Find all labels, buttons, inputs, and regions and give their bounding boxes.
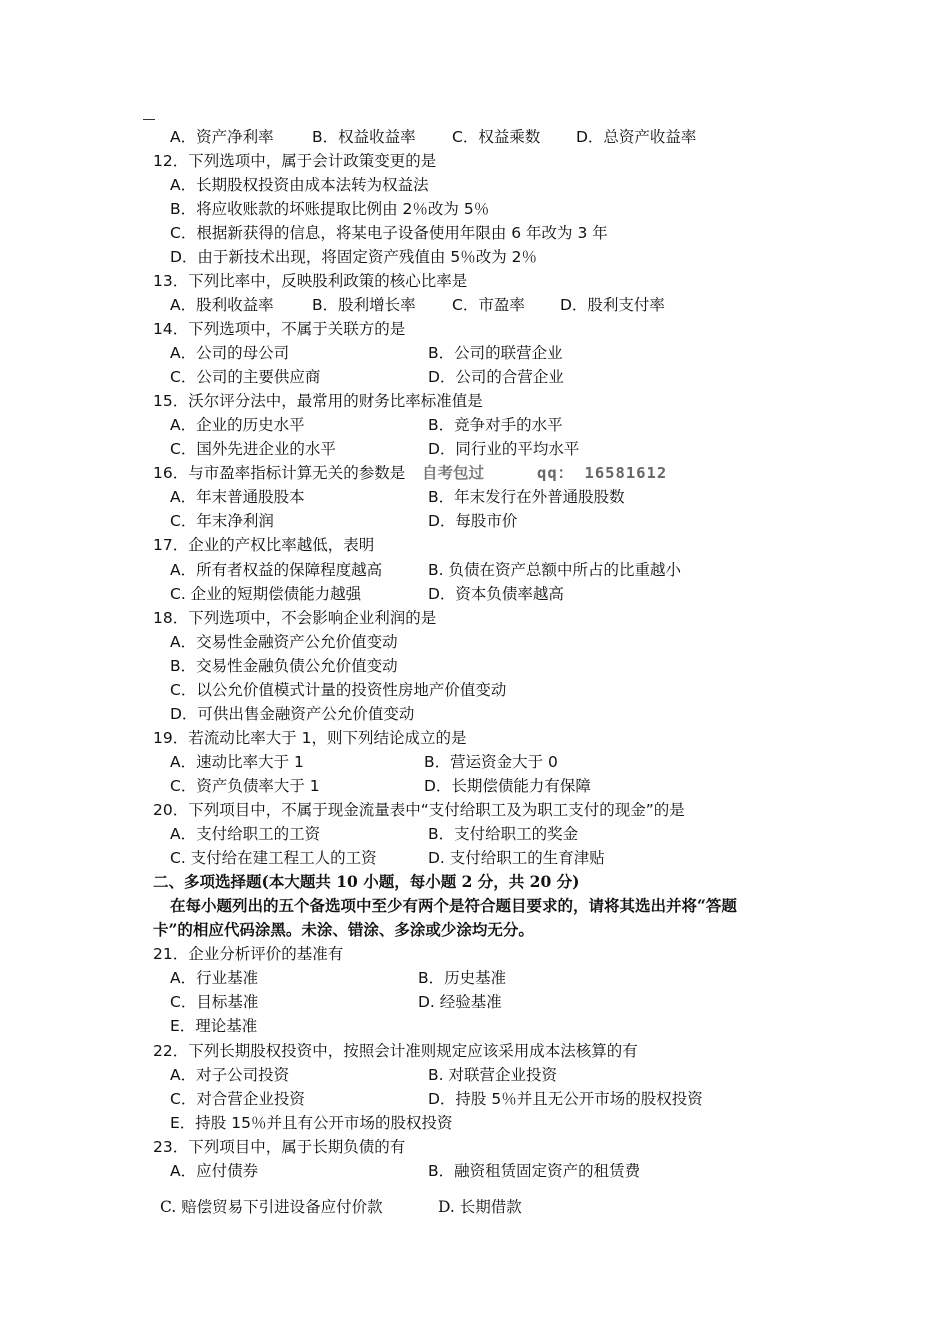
q15-option-c: C．国外先进企业的水平	[170, 440, 336, 458]
q17-option-d: D．资本负债率越高	[428, 585, 564, 603]
watermark-qq: qq： 16581612	[537, 464, 668, 482]
q11-option-b: B．权益收益率	[312, 128, 416, 146]
q22-option-e: E．持股 15％并且有公开市场的股权投资	[170, 1114, 453, 1132]
q13-option-b: B．股利增长率	[312, 296, 416, 314]
q18-stem: 18．下列选项中，不会影响企业利润的是	[153, 609, 437, 627]
q17-option-b: B. 负债在资产总额中所占的比重越小	[428, 561, 681, 579]
q23-stem: 23．下列项目中，属于长期负债的有	[153, 1138, 406, 1156]
q12-option-c: C．根据新获得的信息，将某电子设备使用年限由 6 年改为 3 年	[170, 224, 608, 242]
q17-option-c: C. 企业的短期偿债能力越强	[170, 585, 362, 603]
q16-option-c: C．年末净利润	[170, 512, 274, 530]
q19-option-d: D．长期偿债能力有保障	[424, 777, 591, 795]
q23-option-b: B．融资租赁固定资产的租赁费	[428, 1162, 641, 1180]
q14-option-c: C．公司的主要供应商	[170, 368, 321, 386]
q11-option-c: C．权益乘数	[452, 128, 541, 146]
q21-option-a: A．行业基准	[170, 969, 259, 987]
q13-option-a: A．股利收益率	[170, 296, 274, 314]
q21-option-d: D. 经验基准	[418, 993, 502, 1011]
q13-option-d: D．股利支付率	[560, 296, 665, 314]
q21-stem: 21．企业分析评价的基准有	[153, 945, 344, 963]
q22-option-a: A．对子公司投资	[170, 1066, 290, 1084]
q16-stem: 16．与市盈率指标计算无关的参数是	[153, 464, 406, 482]
q22-stem: 22．下列长期股权投资中，按照会计准则规定应该采用成本法核算的有	[153, 1042, 638, 1060]
q14-option-b: B．公司的联营企业	[428, 344, 563, 362]
q16-option-d: D．每股市价	[428, 512, 518, 530]
q13-option-c: C．市盈率	[452, 296, 525, 314]
q14-stem: 14．下列选项中，不属于关联方的是	[153, 320, 406, 338]
q20-option-a: A．支付给职工的工资	[170, 825, 321, 843]
q21-option-b: B．历史基准	[418, 969, 507, 987]
q22-option-c: C．对合营企业投资	[170, 1090, 305, 1108]
q13-stem: 13．下列比率中，反映股利政策的核心比率是	[153, 272, 468, 290]
q18-option-a: A．交易性金融资产公允价值变动	[170, 633, 398, 651]
q12-option-b: B．将应收账款的坏账提取比例由 2％改为 5％	[170, 200, 490, 218]
q20-option-d: D. 支付给职工的生育津贴	[428, 849, 605, 867]
q17-stem: 17．企业的产权比率越低，表明	[153, 536, 375, 554]
q19-option-b: B．营运资金大于 0	[424, 753, 558, 771]
q14-option-d: D．公司的合营企业	[428, 368, 564, 386]
q23-option-c: C. 赔偿贸易下引进设备应付价款	[160, 1198, 383, 1216]
q19-stem: 19．若流动比率大于 1，则下列结论成立的是	[153, 729, 467, 747]
q22-option-d: D．持股 5％并且无公开市场的股权投资	[428, 1090, 703, 1108]
q19-option-c: C．资产负债率大于 1	[170, 777, 320, 795]
q11-option-d: D．总资产收益率	[576, 128, 697, 146]
q23-option-d: D. 长期借款	[438, 1198, 522, 1216]
q17-option-a: A．所有者权益的保障程度越高	[170, 561, 383, 579]
q15-stem: 15．沃尔评分法中，最常用的财务比率标准值是	[153, 392, 483, 410]
q19-option-a: A．速动比率大于 1	[170, 753, 304, 771]
q20-stem: 20．下列项目中，不属于现金流量表中“支付给职工及为职工支付的现金”的是	[153, 801, 685, 819]
q12-option-a: A．长期股权投资由成本法转为权益法	[170, 176, 429, 194]
q18-option-c: C．以公允价值模式计量的投资性房地产价值变动	[170, 681, 507, 699]
q14-option-a: A．公司的母公司	[170, 344, 290, 362]
watermark-text: 自考包过	[422, 463, 485, 482]
q20-option-b: B．支付给职工的奖金	[428, 825, 579, 843]
q12-option-d: D．由于新技术出现，将固定资产残值由 5％改为 2％	[170, 248, 538, 266]
q15-option-d: D．同行业的平均水平	[428, 440, 580, 458]
q16-option-b: B．年末发行在外普通股股数	[428, 488, 625, 506]
q21-option-c: C．目标基准	[170, 993, 259, 1011]
q12-stem: 12．下列选项中，属于会计政策变更的是	[153, 152, 437, 170]
section2-heading: 二、多项选择题(本大题共 10 小题，每小题 2 分，共 20 分)	[153, 872, 580, 891]
q15-option-b: B．竞争对手的水平	[428, 416, 563, 434]
q22-option-b: B. 对联营企业投资	[428, 1066, 557, 1084]
q23-option-a: A．应付债券	[170, 1162, 259, 1180]
section2-instructions-line2: 卡”的相应代码涂黑。未涂、错涂、多涂或少涂均无分。	[153, 920, 534, 939]
q16-option-a: A．年末普通股股本	[170, 488, 305, 506]
q21-option-e: E．理论基准	[170, 1017, 258, 1035]
section2-instructions-line1: 在每小题列出的五个备选项中至少有两个是符合题目要求的，请将其选出并将“答题	[170, 896, 737, 915]
scan-mark	[143, 119, 155, 120]
q18-option-b: B．交易性金融负债公允价值变动	[170, 657, 398, 675]
q18-option-d: D．可供出售金融资产公允价值变动	[170, 705, 415, 723]
q15-option-a: A．企业的历史水平	[170, 416, 305, 434]
q11-option-a: A．资产净利率	[170, 128, 274, 146]
q20-option-c: C. 支付给在建工程工人的工资	[170, 849, 377, 867]
